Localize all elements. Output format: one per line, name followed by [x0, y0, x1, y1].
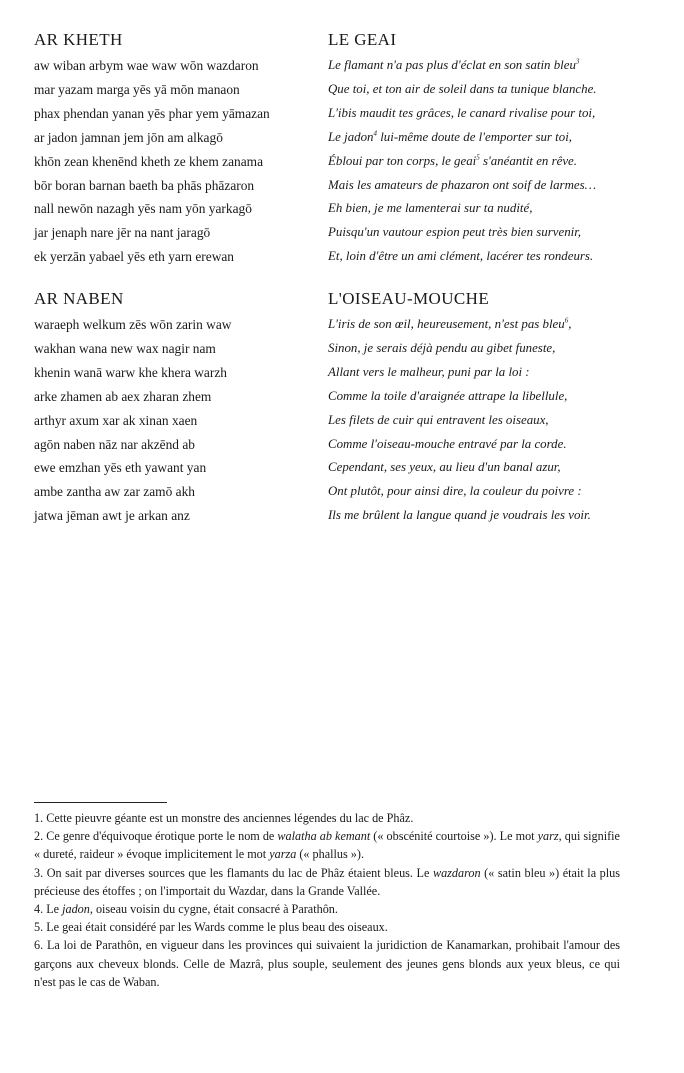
footnote-text: , qui signifie « dureté, raideur » évoque implicitement le mot [34, 829, 620, 862]
verse-line: Allant vers le malheur, puni par la loi : [328, 364, 530, 379]
verse-line: wakhan wana new wax nagir nam [34, 340, 216, 356]
poem2-original-title: AR NABEN [34, 289, 124, 308]
verse-text: Le jadon [328, 129, 374, 144]
footnotes [34, 809, 620, 991]
poem2-original [34, 289, 319, 528]
verse-line: Puisqu'un vautour espion peut très bien survenir, [328, 225, 582, 240]
verse-line: phax phendan yanan yēs phar yem yāmazan [34, 105, 270, 121]
verse-line: Que toi, et ton air de soleil dans ta tunique blanche. [328, 81, 597, 96]
verse-line: nall newōn nazagh yēs nam yōn yarkagō [34, 201, 252, 217]
verse-line: Comme la toile d'araignée attrape la libellule, [328, 388, 568, 403]
verse-text: L'iris de son œil, heureusement, n'est pas bleu [328, 317, 565, 331]
footnote-term: yarza [269, 847, 297, 862]
verse-line [328, 126, 658, 150]
verse-line: ewe emzhan yēs eth yawant yan [34, 460, 207, 476]
footnote-ref[interactable]: 4 [373, 129, 377, 138]
verse-line [328, 54, 658, 78]
footnote-text: (« satin bleu ») était la plus précieuse des étoffes ; on l'importait du Wazdar, dans la Grande Vallée. [34, 865, 620, 898]
verse-line: waraeph welkum zēs wōn zarin waw [34, 317, 232, 332]
verse-line: khenin wanā warw khe khera warzh [34, 364, 227, 380]
verse-line: aw wiban arbym wae waw wōn wazdaron [34, 58, 259, 73]
verse-line [328, 150, 658, 174]
footnote-text: 4. Le [34, 902, 63, 917]
footnote-text: 3. On sait par diverses sources que les flamants du lac de Phâz étaient bleus. Le [34, 865, 433, 880]
verse-line: arke zhamen ab aex zharan zhem [34, 388, 212, 404]
footnote-term: walatha ab kemant [277, 829, 371, 844]
verse-line: Et, loin d'être un ami clément, lacérer tes rondeurs. [328, 249, 594, 264]
poem2-translation-title: L'OISEAU-MOUCHE [328, 289, 490, 308]
footnote-divider [34, 802, 167, 803]
footnote-ref[interactable]: 3 [575, 57, 580, 66]
verse-text: Le flamant n'a pas plus d'éclat en son satin bleu [328, 58, 576, 72]
footnote-5: 5. Le geai était considéré par les Wards comme le plus beau des oiseaux. [34, 920, 388, 935]
poem1-original [34, 30, 319, 269]
verse-line: ar jadon jamnan jem jōn am alkagō [34, 129, 223, 145]
verse-line: agōn naben nāz nar akzēnd ab [34, 436, 195, 452]
footnote-3 [34, 864, 620, 900]
verse-text: Ébloui par ton corps, le geai [328, 153, 477, 168]
poem1-original-title: AR KHETH [34, 30, 123, 49]
footnote-ref[interactable]: 5 [476, 153, 480, 162]
verse-line: Cependant, ses yeux, au lieu d'un banal azur, [328, 460, 561, 475]
verse-text: s'anéantit en rêve. [479, 153, 577, 168]
verse-line: bōr boran barnan baeth ba phās phāzaron [34, 177, 255, 193]
verse-line: Comme l'oiseau-mouche entravé par la corde. [328, 436, 567, 451]
poem1-translation-title: LE GEAI [328, 30, 397, 49]
poem1-translation [328, 30, 658, 269]
footnote-6: 6. La loi de Parathôn, en vigueur dans les provinces qui suivaient la juridiction de Kanamarkan, prohibait l'amour des garçons aux cheveux blonds. Celle de Mazrâ, plus souple, seulement des jeunes gens blonds aux yeux bleus, ce qui n'est pas le cas de Waban. [34, 938, 620, 989]
footnote-term: jadon [62, 902, 90, 917]
footnote-ref[interactable]: 6 [564, 316, 569, 325]
verse-line: Ont plutôt, pour ainsi dire, la couleur du poivre : [328, 484, 582, 499]
verse-line: ambe zantha aw zar zamō akh [34, 484, 195, 500]
verse-line: Mais les amateurs de phazaron ont soif de larmes… [328, 177, 597, 192]
verse-line: Les filets de cuir qui entravent les oiseaux, [328, 412, 549, 427]
verse-line: khōn zean khenēnd kheth ze khem zanama [34, 153, 264, 169]
verse-line: arthyr axum xar ak xinan xaen [34, 412, 198, 428]
verse-line: jar jenaph nare jēr na nant jaragō [34, 225, 211, 241]
verse-line: Sinon, je serais déjà pendu au gibet funeste, [328, 340, 556, 355]
footnote-text: (« obscénité courtoise »). Le mot [370, 829, 538, 844]
footnote-2 [34, 827, 620, 863]
poem2-translation [328, 289, 658, 528]
footnote-4 [34, 900, 620, 918]
verse-line: Eh bien, je me lamenterai sur ta nudité, [328, 201, 533, 216]
footnote-1: 1. Cette pieuvre géante est un monstre des anciennes légendes du lac de Phâz. [34, 811, 414, 825]
footnote-term: wazdaron [432, 865, 481, 880]
verse-line: L'ibis maudit tes grâces, le canard rivalise pour toi, [328, 105, 596, 120]
footnote-text: (« phallus »). [296, 847, 365, 862]
verse-line: mar yazam marga yēs yā mōn manaon [34, 81, 240, 97]
verse-line: ek yerzān yabael yēs eth yarn erewan [34, 249, 235, 265]
verse-line: Ils me brûlent la langue quand je voudrais les voir. [328, 508, 591, 523]
footnote-text: 2. Ce genre d'équivoque érotique porte le nom de [34, 829, 278, 844]
verse-text: , [568, 317, 572, 331]
footnote-text: , oiseau voisin du cygne, était consacré à Parathôn. [89, 902, 338, 917]
verse-line [328, 313, 658, 337]
verse-text: lui-même doute de l'emporter sur toi, [376, 129, 572, 144]
verse-line: jatwa jēman awt je arkan anz [34, 508, 190, 524]
footnote-term: yarz [537, 829, 559, 844]
